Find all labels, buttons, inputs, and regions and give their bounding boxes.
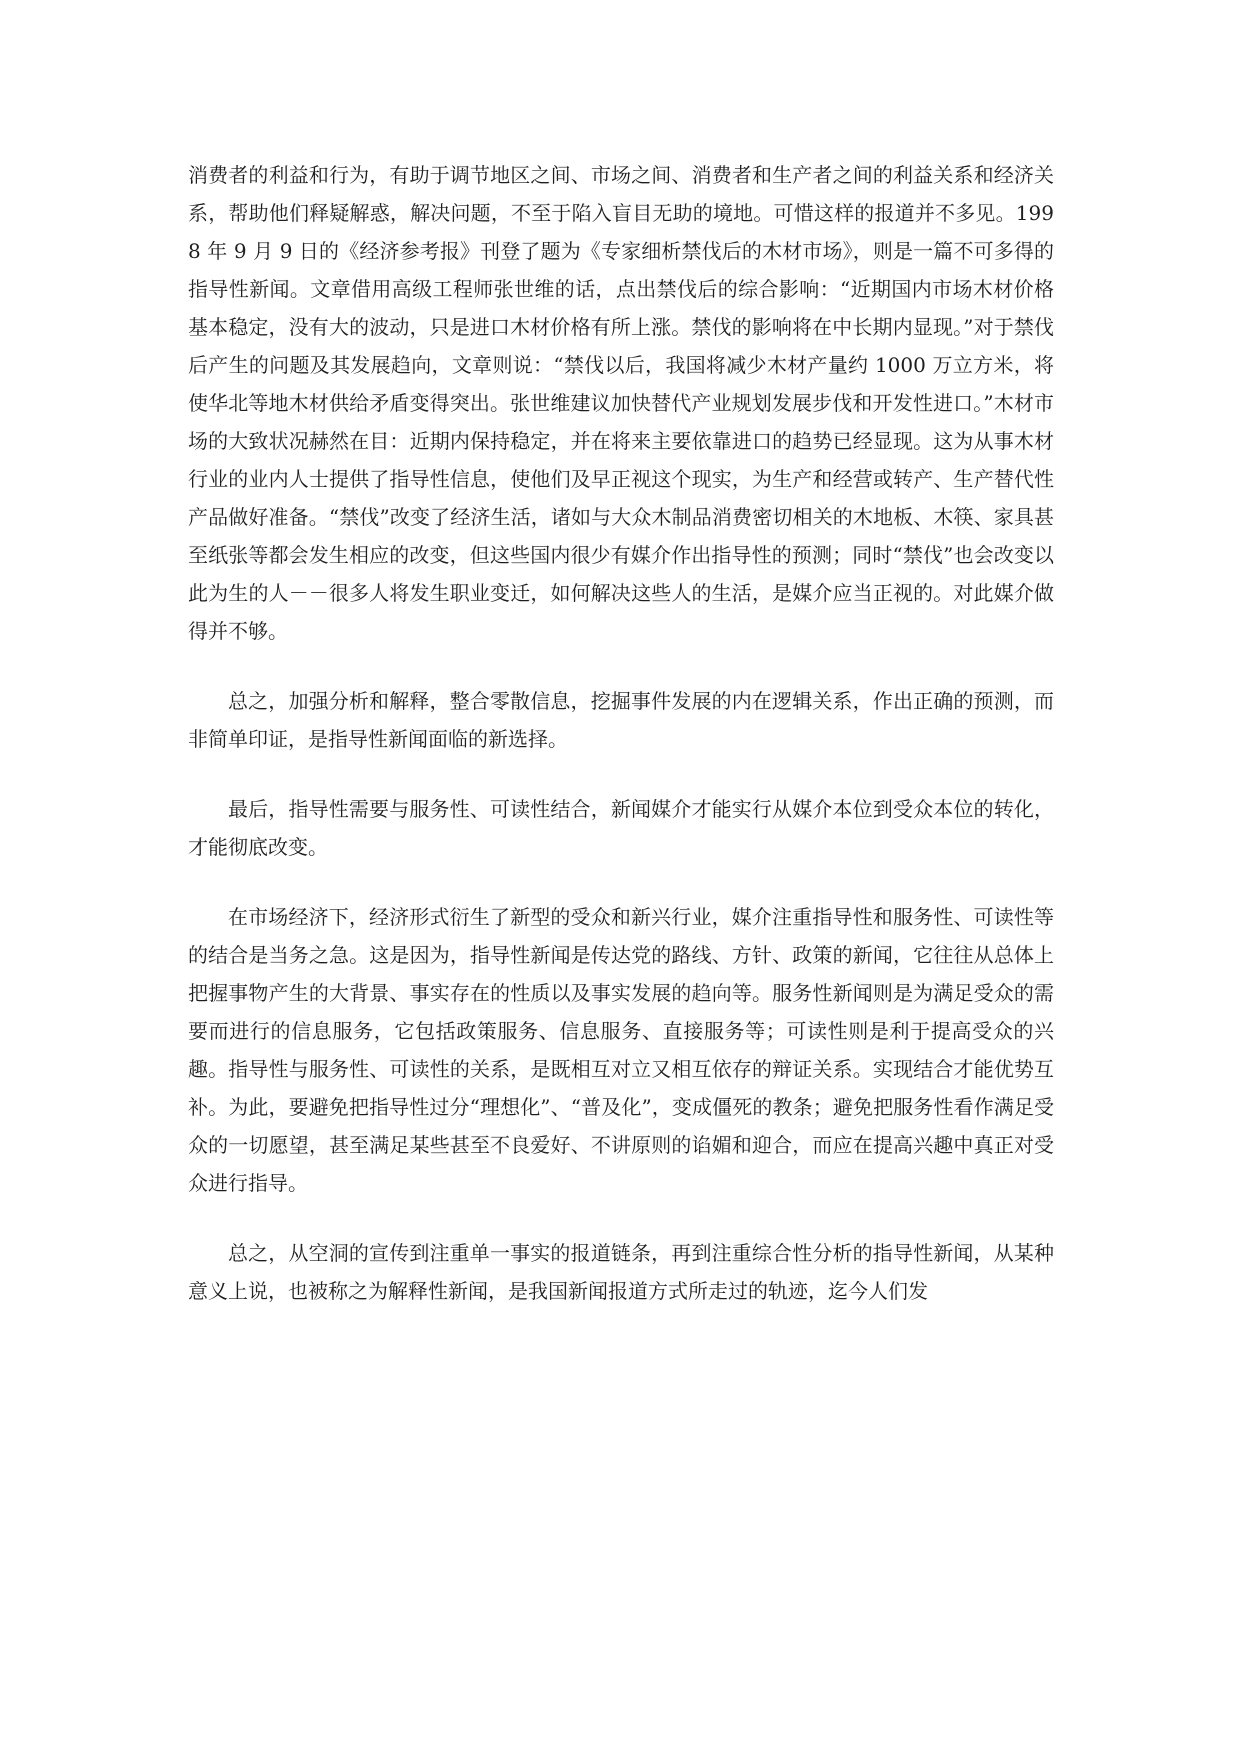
body-text xyxy=(188,156,1054,1310)
paragraph-2: 总之，加强分析和解释，整合零散信息，挖掘事件发展的内在逻辑关系，作出正确的预测，而非简单印证，是指导性新闻面临的新选择。 xyxy=(188,689,1054,751)
paragraph-1: 消费者的利益和行为，有助于调节地区之间、市场之间、消费者和生产者之间的利益关系和经济关系，帮助他们释疑解惑，解决问题，不至于陷入盲目无助的境地。可惜这样的报道并不多见。1998 年 9 月 9 日的《经济参考报》刊登了题为《专家细析禁伐后的木材市场》，则是一篇不可多得的指导性新闻。文章借用高级工程师张世维的话，点出禁伐后的综合影响：“近期国内市场木材价格基本稳定，没有大的波动，只是进口木材价格有所上涨。禁伐的影响将在中长期内显现。”对于禁伐后产生的问题及其发展趋向，文章则说：“禁伐以后，我国将减少木材产量约 1000 万立方米，将使华北等地木材供给矛盾变得突出。张世维建议加快替代产业规划发展步伐和开发性进口。”木材市场的大致状况赫然在目：近期内保持稳定，并在将来主要依靠进口的趋势已经显现。这为从事木材行业的业内人士提供了指导性信息，使他们及早正视这个现实，为生产和经营或转产、生产替代性产品做好准备。“禁伐”改变了经济生活，诸如与大众木制品消费密切相关的木地板、木筷、家具甚至纸张等都会发生相应的改变，但这些国内很少有媒介作出指导性的预测；同时“禁伐”也会改变以此为生的人－－很多人将发生职业变迁，如何解决这些人的生活，是媒介应当正视的。对此媒介做得并不够。 xyxy=(188,163,1054,643)
paragraph-3: 最后，指导性需要与服务性、可读性结合，新闻媒介才能实行从媒介本位到受众本位的转化，才能彻底改变。 xyxy=(188,797,1054,859)
paragraph-5: 总之，从空洞的宣传到注重单一事实的报道链条，再到注重综合性分析的指导性新闻，从某种意义上说，也被称之为解释性新闻，是我国新闻报道方式所走过的轨迹，迄今人们发 xyxy=(188,1241,1054,1303)
paragraph-4: 在市场经济下，经济形式衍生了新型的受众和新兴行业，媒介注重指导性和服务性、可读性等的结合是当务之急。这是因为，指导性新闻是传达党的路线、方针、政策的新闻，它往往从总体上把握事物产生的大背景、事实存在的性质以及事实发展的趋向等。服务性新闻则是为满足受众的需要而进行的信息服务，它包括政策服务、信息服务、直接服务等；可读性则是利于提高受众的兴趣。指导性与服务性、可读性的关系，是既相互对立又相互依存的辩证关系。实现结合才能优势互补。为此，要避免把指导性过分“理想化”、“普及化”，变成僵死的教条；避免把服务性看作满足受众的一切愿望，甚至满足某些甚至不良爱好、不讲原则的谄媚和迎合，而应在提高兴趣中真正对受众进行指导。 xyxy=(188,905,1054,1195)
